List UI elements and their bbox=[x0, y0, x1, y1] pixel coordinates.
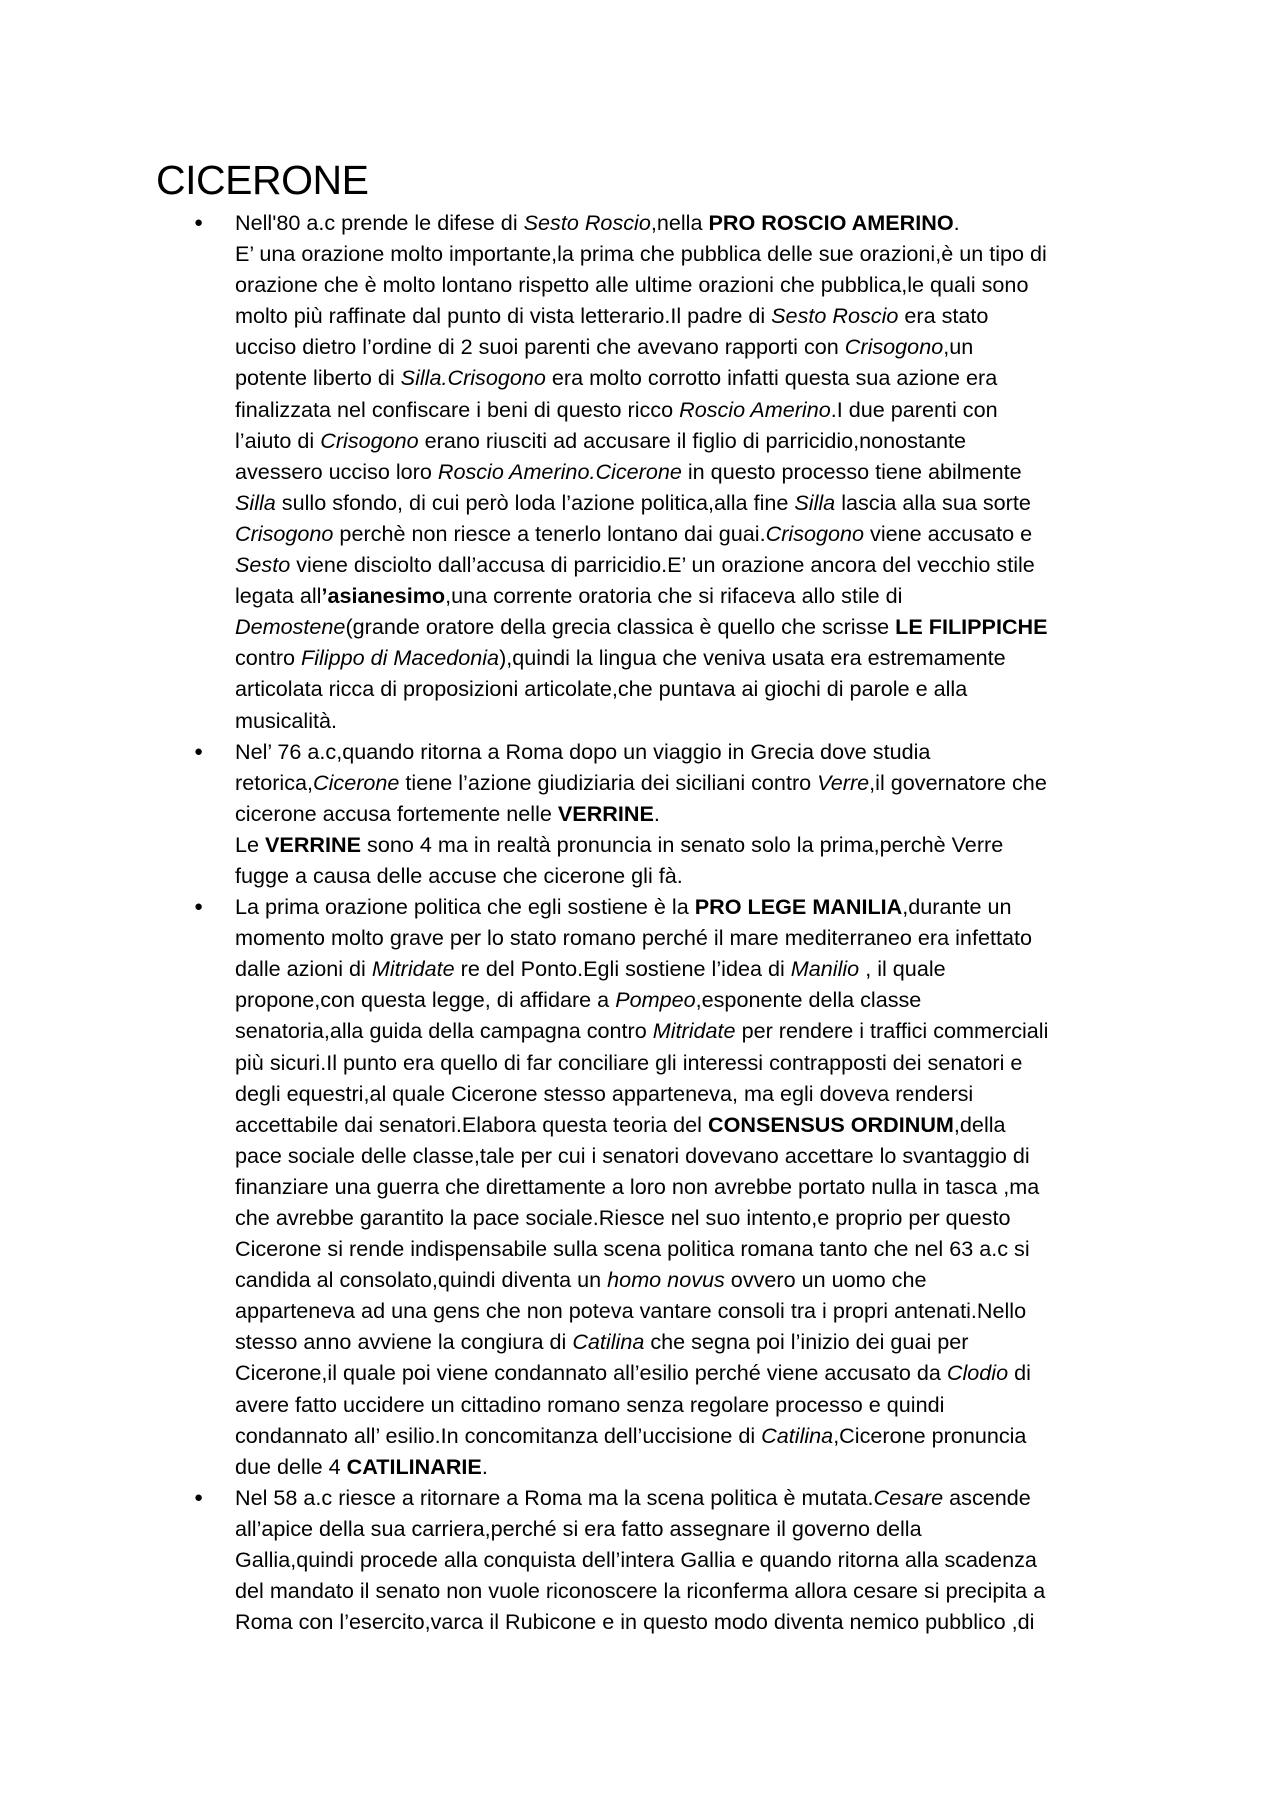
text-line bbox=[235, 1233, 1156, 1264]
text-span: legata all bbox=[235, 583, 322, 609]
text-line bbox=[235, 798, 1156, 829]
text-span: Gallia,quindi procede alla conquista dell’intera Gallia e quando ritorna alla scadenza bbox=[235, 1547, 1037, 1573]
text-line bbox=[235, 1140, 1156, 1171]
text-span: di bbox=[1008, 1360, 1031, 1386]
text-span: senatoria,alla guida della campagna contro bbox=[235, 1018, 653, 1044]
text-line bbox=[235, 580, 1156, 611]
text-span: avere fatto uccidere un cittadino romano senza regolare processo e quindi bbox=[235, 1391, 945, 1417]
text-line bbox=[235, 394, 1156, 425]
text-span: Roma con l’esercito,varca il Rubicone e in questo modo diventa nemico pubblico ,di bbox=[235, 1609, 1035, 1635]
italic-text: Catilina bbox=[761, 1422, 834, 1448]
text-line bbox=[235, 922, 1156, 953]
text-line bbox=[235, 767, 1156, 798]
italic-text: Silla bbox=[235, 489, 276, 515]
text-line bbox=[235, 705, 1156, 736]
bold-text: CONSENSUS ORDINUM bbox=[707, 1111, 954, 1137]
text-span: più sicuri.Il punto era quello di far conciliare gli interessi contrapposti dei senatori e bbox=[235, 1049, 1023, 1075]
text-span: orazione che è molto lontano rispetto alle ultime orazioni che pubblica,le quali sono bbox=[235, 272, 1029, 298]
text-span: ,il governatore che bbox=[869, 769, 1047, 795]
text-span: viene accusato e bbox=[864, 520, 1033, 546]
italic-text: Demostene bbox=[235, 614, 346, 640]
text-line bbox=[235, 425, 1156, 456]
italic-text: Sesto Roscio bbox=[523, 210, 651, 235]
text-line bbox=[235, 487, 1156, 518]
text-line bbox=[235, 1575, 1156, 1606]
text-line bbox=[235, 611, 1156, 642]
italic-text: Mitridate bbox=[371, 956, 455, 982]
italic-text: Mitridate bbox=[652, 1018, 736, 1044]
text-span: tiene l’azione giudiziaria dei siciliani contro bbox=[399, 769, 818, 795]
text-span: pace sociale delle classe,tale per cui i senatori dovevano accettare lo svantaggio di bbox=[235, 1142, 1030, 1168]
text-span: cicerone accusa fortemente nelle bbox=[235, 800, 558, 826]
text-line bbox=[235, 1015, 1156, 1046]
italic-text: Filippo di Macedonia bbox=[301, 645, 500, 671]
text-line bbox=[235, 736, 1156, 767]
text-line bbox=[235, 269, 1156, 300]
text-span: ascende bbox=[943, 1484, 1031, 1510]
text-span: apparteneva ad una gens che non poteva vantare consoli tra i propri antenati.Nello bbox=[235, 1298, 1027, 1324]
text-span: ,durante un bbox=[902, 894, 1012, 920]
text-span: ,esponente della classe bbox=[695, 987, 922, 1013]
italic-text: Pompeo bbox=[615, 987, 696, 1013]
text-line bbox=[235, 518, 1156, 549]
text-span: finanziare una guerra che direttamente a loro non avrebbe portato nulla in tasca ,ma bbox=[235, 1173, 1040, 1199]
italic-text: Roscio Amerino.Cicerone bbox=[437, 458, 682, 484]
text-line bbox=[235, 1109, 1156, 1140]
text-line bbox=[235, 860, 1156, 891]
text-span: erano riusciti ad accusare il figlio di parricidio,nonostante bbox=[418, 427, 967, 453]
bold-text: PRO LEGE MANILIA bbox=[694, 894, 903, 920]
text-span: dalle azioni di bbox=[235, 956, 372, 982]
italic-text: Catilina bbox=[572, 1329, 645, 1355]
italic-text: Crisogono bbox=[235, 520, 334, 546]
text-span: l’aiuto di bbox=[235, 427, 321, 453]
italic-text: Silla.Crisogono bbox=[400, 365, 546, 391]
text-span: re del Ponto.Egli sostiene l’idea di bbox=[454, 956, 791, 982]
bullet-list bbox=[156, 207, 1156, 1637]
text-span: Nel 58 a.c riesce a ritornare a Roma ma la scena politica è mutata. bbox=[235, 1484, 874, 1510]
text-span: ovvero un uomo che bbox=[724, 1267, 927, 1293]
text-span: due delle 4 bbox=[235, 1453, 347, 1479]
bullet-icon: ● bbox=[194, 742, 204, 760]
italic-text: Silla bbox=[794, 489, 836, 515]
text-span: finalizzata nel confiscare i beni di questo ricco bbox=[235, 396, 680, 422]
text-span: del mandato il senato non vuole riconoscere la riconferma allora cesare si precipita a bbox=[235, 1578, 1046, 1604]
text-line bbox=[235, 1264, 1156, 1295]
bold-text: VERRINE bbox=[265, 831, 362, 857]
list-item bbox=[156, 736, 1156, 891]
bullet-icon: ● bbox=[194, 214, 204, 231]
text-line bbox=[235, 984, 1156, 1015]
italic-text: Clodio bbox=[946, 1360, 1009, 1386]
text-line bbox=[235, 1451, 1156, 1482]
text-line bbox=[235, 1482, 1156, 1513]
text-span: . bbox=[481, 1453, 488, 1479]
text-span: articolata ricca di proposizioni articolate,che puntava ai giochi di parole e alla bbox=[235, 676, 968, 702]
text-line bbox=[235, 1047, 1156, 1078]
text-line bbox=[235, 331, 1156, 362]
bullet-icon: ● bbox=[194, 898, 204, 916]
bold-text: PRO ROSCIO AMERINO bbox=[708, 210, 954, 235]
italic-text: Manilio bbox=[790, 956, 860, 982]
text-span: condannato all’ esilio.In concomitanza dell’uccisione di bbox=[235, 1422, 762, 1448]
text-line bbox=[235, 207, 1156, 238]
text-span: ucciso dietro l’ordine di 2 suoi parenti che avevano rapporti con bbox=[235, 334, 845, 360]
text-span: era stato bbox=[898, 303, 989, 329]
text-line bbox=[235, 456, 1156, 487]
text-span: degli equestri,al quale Cicerone stesso apparteneva, ma egli doveva rendersi bbox=[235, 1080, 974, 1106]
text-line bbox=[235, 673, 1156, 704]
text-line bbox=[235, 1513, 1156, 1544]
text-line bbox=[235, 1606, 1156, 1637]
text-span: lascia alla sua sorte bbox=[835, 489, 1031, 515]
text-span: sullo sfondo, di cui però loda l’azione politica,alla fine bbox=[275, 489, 795, 515]
text-span: musicalità. bbox=[235, 707, 338, 733]
text-span: . bbox=[953, 210, 960, 235]
text-span: ,della bbox=[953, 1111, 1006, 1137]
text-span: ,Cicerone pronuncia bbox=[833, 1422, 1027, 1448]
text-line bbox=[235, 891, 1156, 922]
text-line bbox=[235, 953, 1156, 984]
text-span: E’ una orazione molto importante,la prima che pubblica delle sue orazioni,è un tipo di bbox=[235, 241, 1047, 267]
text-line bbox=[235, 1295, 1156, 1326]
text-span: per rendere i traffici commerciali bbox=[735, 1018, 1049, 1044]
text-line bbox=[235, 1544, 1156, 1575]
text-span: viene disciolto dall’accusa di parricidio.E’ un orazione ancora del vecchio stile bbox=[290, 552, 1035, 578]
italic-text: Crisogono bbox=[844, 334, 944, 360]
text-line bbox=[235, 1202, 1156, 1233]
text-span: potente liberto di bbox=[235, 365, 401, 391]
text-span: propone,con questa legge, di affidare a bbox=[235, 987, 616, 1013]
text-span: ,un bbox=[943, 334, 974, 360]
text-line bbox=[235, 238, 1156, 269]
text-span: .I due parenti con bbox=[830, 396, 998, 422]
italic-text: Verre bbox=[817, 769, 870, 795]
text-span: che segna poi l’inizio dei guai per bbox=[644, 1329, 969, 1355]
italic-text: Sesto Roscio bbox=[771, 303, 899, 329]
text-span: momento molto grave per lo stato romano perché il mare mediterraneo era infettato bbox=[235, 925, 1032, 951]
text-line bbox=[235, 1171, 1156, 1202]
text-span: Cicerone,il quale poi viene condannato all’esilio perché viene accusato da bbox=[235, 1360, 947, 1386]
text-span: La prima orazione politica che egli sostiene è la bbox=[235, 894, 695, 920]
text-span: (grande oratore della grecia classica è quello che scrisse bbox=[345, 614, 896, 640]
text-span: che avrebbe garantito la pace sociale.Riesce nel suo intento,e proprio per questo bbox=[235, 1205, 1011, 1230]
text-span: fugge a causa delle accuse che cicerone gli fà. bbox=[235, 862, 683, 888]
text-span: , il quale bbox=[859, 956, 946, 982]
text-line bbox=[235, 642, 1156, 673]
text-line bbox=[235, 829, 1156, 860]
text-span: Nell'80 a.c prende le difese di bbox=[235, 210, 524, 235]
italic-text: Roscio Amerino bbox=[679, 396, 831, 422]
text-span: Nel’ 76 a.c,quando ritorna a Roma dopo un viaggio in Grecia dove studia bbox=[235, 738, 931, 764]
italic-text: Sesto bbox=[235, 552, 291, 578]
text-span: in questo processo tiene abilmente bbox=[681, 458, 1022, 484]
bold-text: ’asianesimo bbox=[321, 583, 446, 609]
text-line bbox=[235, 1357, 1156, 1388]
text-span: ),quindi la lingua che veniva usata era estremamente bbox=[499, 645, 1006, 671]
text-span: era molto corrotto infatti questa sua azione era bbox=[545, 365, 998, 391]
italic-text: Crisogono bbox=[320, 427, 419, 453]
bold-text: VERRINE bbox=[557, 800, 654, 826]
text-span: Le bbox=[235, 831, 266, 857]
bullet-icon: ● bbox=[194, 1488, 204, 1506]
text-line bbox=[235, 1326, 1156, 1357]
text-span: ,una corrente oratoria che si rifaceva allo stile di bbox=[445, 583, 903, 609]
page-title: CICERONE bbox=[156, 157, 369, 203]
text-span: candida al consolato,quindi diventa un bbox=[235, 1267, 608, 1293]
bold-text: LE FILIPPICHE bbox=[895, 614, 1048, 640]
text-span: Cicerone si rende indispensabile sulla scena politica romana tanto che nel 63 a.c si bbox=[235, 1236, 1030, 1262]
text-span: accettabile dai senatori.Elabora questa teoria del bbox=[235, 1111, 708, 1137]
bold-text: CATILINARIE bbox=[346, 1453, 482, 1479]
italic-text: homo novus bbox=[607, 1267, 725, 1293]
text-span: perchè non riesce a tenerlo lontano dai guai. bbox=[333, 520, 766, 546]
text-line bbox=[235, 300, 1156, 331]
text-span: . bbox=[653, 800, 660, 826]
italic-text: Cicerone bbox=[313, 769, 400, 795]
text-line bbox=[235, 1420, 1156, 1451]
text-span: retorica, bbox=[235, 769, 314, 795]
text-span: contro bbox=[235, 645, 302, 671]
text-span: all’apice della sua carriera,perché si era fatto assegnare il governo della bbox=[235, 1515, 922, 1541]
text-span: molto più raffinate dal punto di vista letterario.Il padre di bbox=[235, 303, 772, 329]
text-line bbox=[235, 362, 1156, 393]
italic-text: Crisogono bbox=[765, 520, 865, 546]
text-line bbox=[235, 549, 1156, 580]
list-item bbox=[156, 207, 1156, 736]
text-span: ,nella bbox=[650, 210, 709, 235]
text-line bbox=[235, 1389, 1156, 1420]
text-span: stesso anno avviene la congiura di bbox=[235, 1329, 573, 1355]
italic-text: Cesare bbox=[873, 1484, 944, 1510]
text-span: sono 4 ma in realtà pronuncia in senato solo la prima,perchè Verre bbox=[361, 831, 1004, 857]
text-span: avessero ucciso loro bbox=[235, 458, 438, 484]
list-item bbox=[156, 891, 1156, 1482]
text-line bbox=[235, 1078, 1156, 1109]
list-item bbox=[156, 1482, 1156, 1637]
